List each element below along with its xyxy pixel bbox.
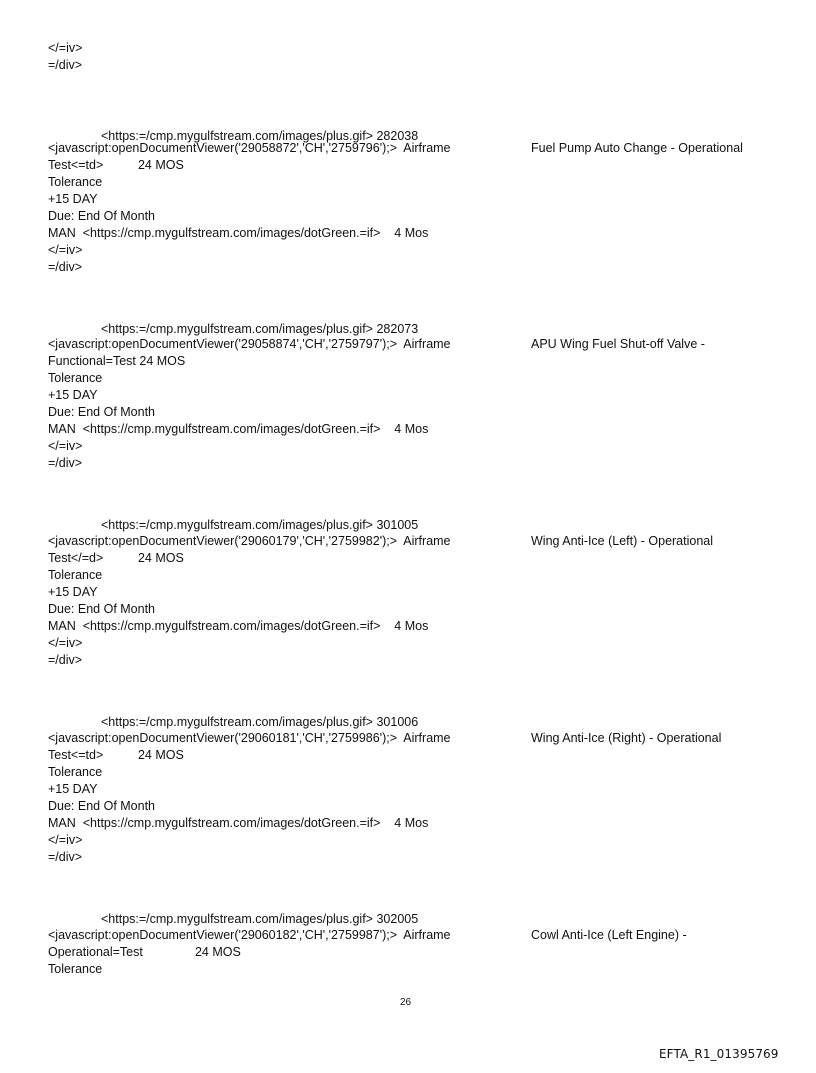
entry-line: =/div> [48,653,83,667]
entry-line: =/div> [48,850,83,864]
document-viewer-link: <javascript:openDocumentViewer('29060179','CH','2759982');> Airframe [48,534,451,548]
entry-line: Test<=td> 24 MOS [48,158,184,172]
item-description: Cowl Anti-Ice (Left Engine) - [531,928,687,942]
entry-line: Functional=Test 24 MOS [48,354,186,368]
entry-line: Tolerance [48,568,103,582]
entry-line: +15 DAY [48,585,98,599]
plus-image-link: <https:=/cmp.mygulfstream.com/images/plus.gif> 301005 [101,518,419,532]
entry-line: </=iv> [48,243,83,257]
entry-line: +15 DAY [48,388,98,402]
entry-line: MAN <https://cmp.mygulfstream.com/images/dotGreen.=if> 4 Mos [48,816,429,830]
page-number: 26 [400,997,412,1008]
entry-line: Due: End Of Month [48,405,156,419]
entry-line: Test<=td> 24 MOS [48,748,184,762]
document-viewer-link: <javascript:openDocumentViewer('29060182','CH','2759987');> Airframe [48,928,451,942]
entry-line: </=iv> [48,439,83,453]
item-description: Fuel Pump Auto Change - Operational [531,141,743,155]
entry-line: +15 DAY [48,782,98,796]
entry-line: Tolerance [48,175,103,189]
plus-image-link: <https:=/cmp.mygulfstream.com/images/plus.gif> 282073 [101,322,419,336]
entry-line: MAN <https://cmp.mygulfstream.com/images/dotGreen.=if> 4 Mos [48,422,429,436]
entry-line: =/div> [48,456,83,470]
entry-line: Tolerance [48,962,103,976]
item-description: Wing Anti-Ice (Left) - Operational [531,534,714,548]
plus-image-link: <https:=/cmp.mygulfstream.com/images/plus.gif> 282038 [101,129,419,143]
bates-number: EFTA_R1_01395769 [659,1047,779,1061]
entry-line: Operational=Test 24 MOS [48,945,241,959]
entry-line: +15 DAY [48,192,98,206]
entry-line: Due: End Of Month [48,602,156,616]
fragment-line: </=iv> [48,41,83,55]
entry-line: MAN <https://cmp.mygulfstream.com/images/dotGreen.=if> 4 Mos [48,619,429,633]
entry-line: </=iv> [48,833,83,847]
fragment-line: =/div> [48,58,83,72]
item-description: Wing Anti-Ice (Right) - Operational [531,731,722,745]
entry-line: Test</=d> 24 MOS [48,551,184,565]
entry-line: =/div> [48,260,83,274]
entry-line: Tolerance [48,765,103,779]
document-viewer-link: <javascript:openDocumentViewer('29058872','CH','2759796');> Airframe [48,141,451,155]
item-description: APU Wing Fuel Shut-off Valve - [531,337,705,351]
document-viewer-link: <javascript:openDocumentViewer('29058874','CH','2759797');> Airframe [48,337,451,351]
document-viewer-link: <javascript:openDocumentViewer('29060181','CH','2759986');> Airframe [48,731,451,745]
plus-image-link: <https:=/cmp.mygulfstream.com/images/plus.gif> 302005 [101,912,419,926]
entry-line: Due: End Of Month [48,799,156,813]
entry-line: </=iv> [48,636,83,650]
entry-line: MAN <https://cmp.mygulfstream.com/images/dotGreen.=if> 4 Mos [48,226,429,240]
entry-line: Tolerance [48,371,103,385]
plus-image-link: <https:=/cmp.mygulfstream.com/images/plus.gif> 301006 [101,715,419,729]
entry-line: Due: End Of Month [48,209,156,223]
